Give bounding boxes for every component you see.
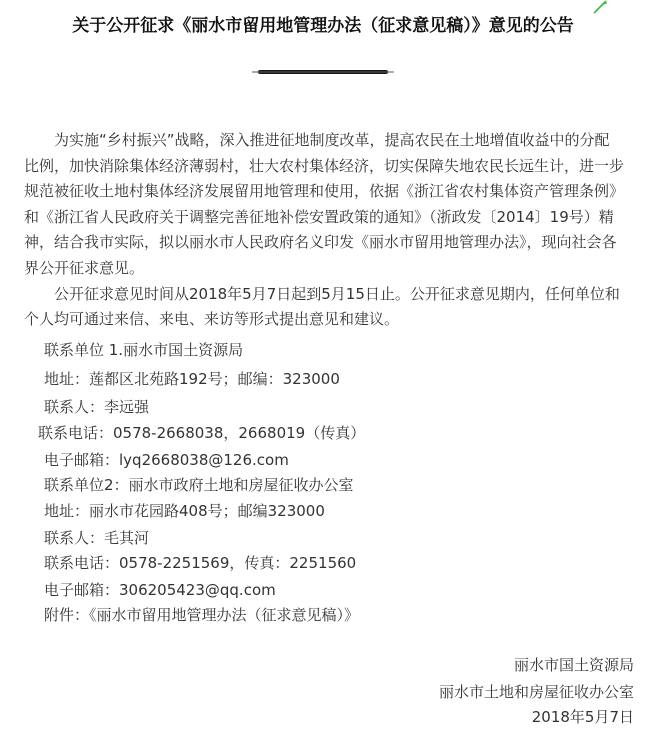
contact-phone-2: 联系电话：0578-2251569，传真：2251560	[44, 554, 357, 572]
contact-unit-1: 联系单位 1.丽水市国土资源局	[44, 341, 244, 359]
signature-org-1: 丽水市国土资源局	[513, 656, 634, 674]
paragraph-intro: 为实施“乡村振兴”战略，深入推进征地制度改革，提高农民在土地增值收益中的分配比例，加快消除集体经济薄弱村，壮大农村集体经济，切实保障失地农民长远生计，进一步规范被征收土地村集体经济发展留用地管理和使用，依据《浙江省农村集体资产管理条例》和《浙江省人民政府关于调整完善征地补偿安置政策的通知》（浙政发〔2014〕19号）精神，结合我市实际，拟以丽水市人民政府名义印发《丽水市留用地管理办法》，现向社会各界公开征求意见。	[24, 131, 625, 277]
contact-person-1: 联系人：李远强	[44, 398, 150, 416]
contact-address-2: 地址：丽水市花园路408号；邮编323000	[44, 502, 325, 520]
page-title: 关于公开征求《丽水市留用地管理办法（征求意见稿）》意见的公告	[72, 16, 574, 36]
signature-date: 2018年5月7日	[531, 708, 634, 726]
signature-org-2: 丽水市土地和房屋征收办公室	[438, 683, 634, 701]
title-underline	[258, 70, 388, 74]
paragraph-period: 公开征求意见时间从2018年5月7日起到5月15日止。公开征求意见期内，任何单位和个人均可通过来信、来电、来访等形式提出意见和建议。	[24, 284, 620, 329]
contact-phone-1: 联系电话：0578-2668038，2668019（传真）	[38, 424, 366, 442]
leaf-mark-icon	[592, 0, 608, 14]
contact-person-2: 联系人：毛其河	[44, 529, 150, 547]
announcement-body	[24, 128, 624, 333]
contact-address-1: 地址：莲都区北苑路192号；邮编：323000	[44, 370, 340, 388]
contact-unit-2: 联系单位2：丽水市政府土地和房屋征收办公室	[44, 476, 354, 494]
attachment-line: 附件：《丽水市留用地管理办法（征求意见稿）》	[44, 606, 360, 624]
contact-email-2: 电子邮箱：306205423@qq.com	[44, 581, 276, 599]
contact-email-1: 电子邮箱：lyq2668038@126.com	[44, 451, 289, 469]
